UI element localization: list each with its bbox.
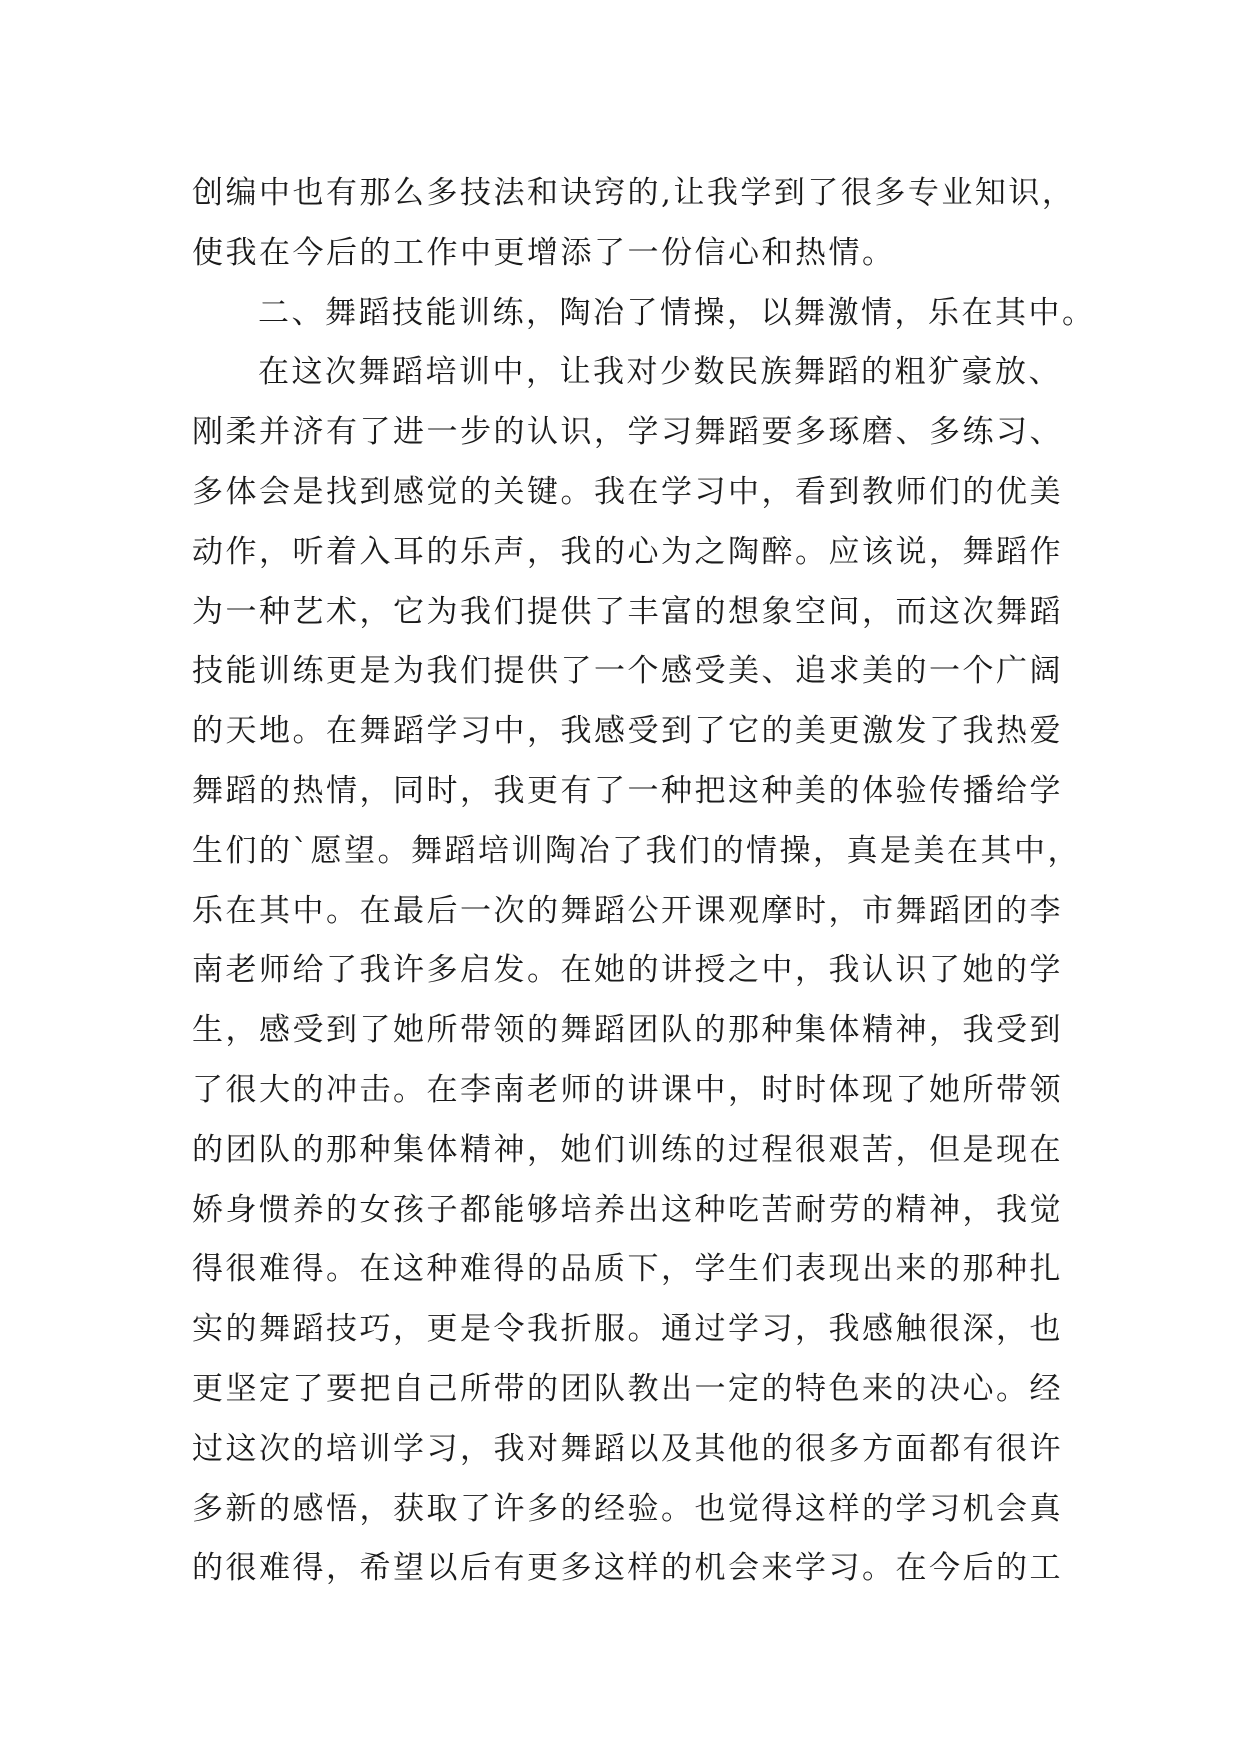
text-line: 更坚定了要把自己所带的团队教出一定的特色来的决心。经	[192, 1370, 1063, 1407]
text-line: 了很大的冲击。在李南老师的讲课中，时时体现了她所带领	[192, 1071, 1063, 1108]
text-line: 刚柔并济有了进一步的认识，学习舞蹈要多琢磨、多练习、	[192, 414, 1063, 451]
text-line: 多体会是找到感觉的关键。我在学习中，看到教师们的优美	[192, 473, 1063, 510]
text-line: 乐在其中。在最后一次的舞蹈公开课观摩时，市舞蹈团的李	[192, 892, 1063, 929]
text-line: 技能训练更是为我们提供了一个感受美、追求美的一个广阔	[192, 653, 1063, 690]
body-text	[192, 164, 1096, 1599]
text-line: 生们的`愿望。舞蹈培训陶冶了我们的情操，真是美在其中，	[192, 832, 1081, 869]
text-line: 生，感受到了她所带领的舞蹈团队的那种集体精神，我受到	[192, 1012, 1063, 1049]
text-line: 二、舞蹈技能训练，陶冶了情操，以舞激情，乐在其中。	[258, 294, 1096, 331]
text-line: 的天地。在舞蹈学习中，我感受到了它的美更激发了我热爱	[192, 713, 1063, 750]
text-line: 过这次的培训学习，我对舞蹈以及其他的很多方面都有很许	[192, 1430, 1063, 1467]
text-line: 的团队的那种集体精神，她们训练的过程很艰苦，但是现在	[192, 1131, 1063, 1168]
text-line: 创编中也有那么多技法和诀窍的,让我学到了很多专业知识，	[192, 175, 1076, 211]
text-line: 舞蹈的热情，同时，我更有了一种把这种美的体验传播给学	[192, 772, 1063, 809]
text-line: 娇身惯养的女孩子都能够培养出这种吃苦耐劳的精神，我觉	[192, 1191, 1063, 1228]
text-line: 为一种艺术，它为我们提供了丰富的想象空间，而这次舞蹈	[192, 593, 1063, 630]
text-line: 得很难得。在这种难得的品质下，学生们表现出来的那种扎	[192, 1251, 1063, 1288]
text-line: 的很难得，希望以后有更多这样的机会来学习。在今后的工	[192, 1550, 1063, 1587]
text-line: 多新的感悟，获取了许多的经验。也觉得这样的学习机会真	[192, 1490, 1063, 1527]
text-line: 实的舞蹈技巧，更是令我折服。通过学习，我感触很深，也	[192, 1311, 1063, 1348]
text-line: 南老师给了我许多启发。在她的讲授之中，我认识了她的学	[192, 952, 1063, 989]
text-line: 使我在今后的工作中更增添了一份信心和热情。	[192, 234, 896, 271]
text-line: 动作，听着入耳的乐声，我的心为之陶醉。应该说，舞蹈作	[192, 533, 1063, 570]
text-line: 在这次舞蹈培训中，让我对少数民族舞蹈的粗犷豪放、	[258, 354, 1062, 391]
